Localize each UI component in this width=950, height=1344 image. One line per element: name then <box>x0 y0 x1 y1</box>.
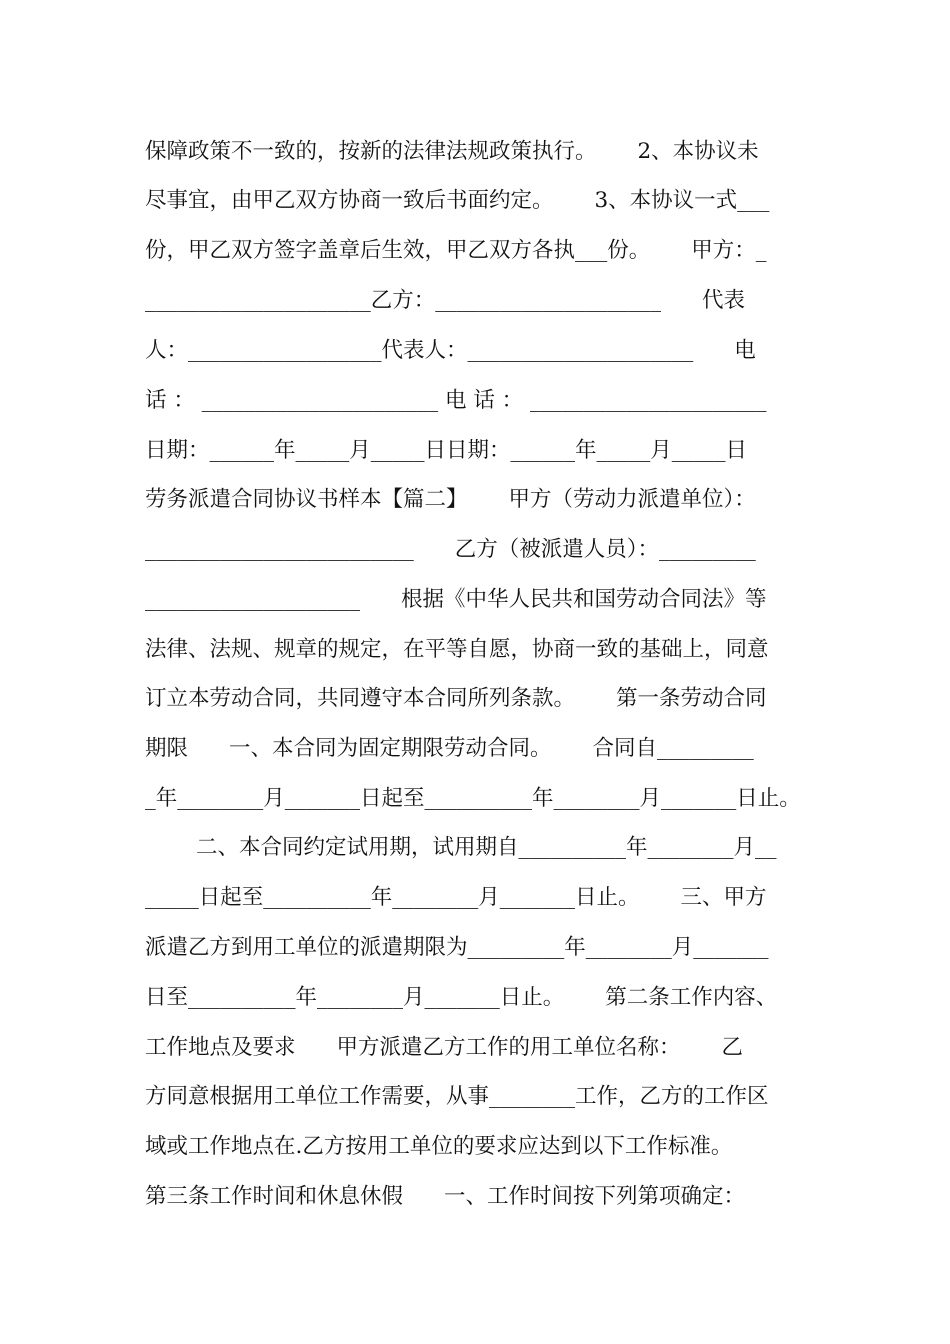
signature-line: 人：__________________代表人：_____________________ 电 <box>145 338 756 363</box>
body-text-line: 日至__________年________月_______日止。 第二条工作内容、 <box>145 985 778 1010</box>
body-text-line: 第三条工作时间和休息休假 一、工作时间按下列第项确定： <box>145 1184 746 1209</box>
body-text-line: _____日起至__________年________月_______日止。 三、甲方 <box>145 885 767 910</box>
date-line: 日期：______年_____月_____日日期：______年_____月_____日 <box>145 438 748 463</box>
body-text-line: 法律、法规、规章的规定，在平等自愿，协商一致的基础上，同意 <box>145 637 769 662</box>
body-text-line: ____________________ 根据《中华人民共和国劳动合同法》等 <box>145 587 767 612</box>
section-title-line: 劳务派遣合同协议书样本【篇二】 甲方（劳动力派遣单位）： <box>145 487 756 512</box>
body-text-line: 工作地点及要求 甲方派遣乙方工作的用工单位名称： 乙 <box>145 1035 744 1060</box>
body-text-line: _年________月_______日起至__________年________月_______日止。 <box>145 786 801 811</box>
body-text-line: _________________________ 乙方（被派遣人员）：_________ <box>145 537 756 562</box>
body-text-line: 域或工作地点在.乙方按用工单位的要求应达到以下工作标准。 <box>145 1134 733 1159</box>
body-text-line: 派遣乙方到用工单位的派遣期限为_________年________月_______ <box>145 935 769 960</box>
body-text-line: 方同意根据用工单位工作需要，从事________工作，乙方的工作区 <box>145 1084 769 1109</box>
body-text-line: 期限 一、本合同为固定期限劳动合同。 合同自_________ <box>145 736 754 761</box>
body-text-line: 二、本合同约定试用期，试用期自__________年________月__ <box>196 835 777 860</box>
body-text-line: 尽事宜，由甲乙双方协商一致后书面约定。 3、本协议一式___ <box>145 188 770 213</box>
signature-line: 话 ： ______________________ 电 话 ： ______________________ <box>145 388 767 413</box>
body-text-line: 份，甲乙双方签字盖章后生效，甲乙双方各执___份。 甲方：_ <box>145 238 767 263</box>
signature-line: _____________________乙方：_____________________ 代表 <box>145 288 746 313</box>
body-text-line: 订立本劳动合同，共同遵守本合同所列条款。 第一条劳动合同 <box>145 686 767 711</box>
body-text-line: 保障政策不一致的，按新的法律法规政策执行。 2、本协议未 <box>145 139 759 164</box>
